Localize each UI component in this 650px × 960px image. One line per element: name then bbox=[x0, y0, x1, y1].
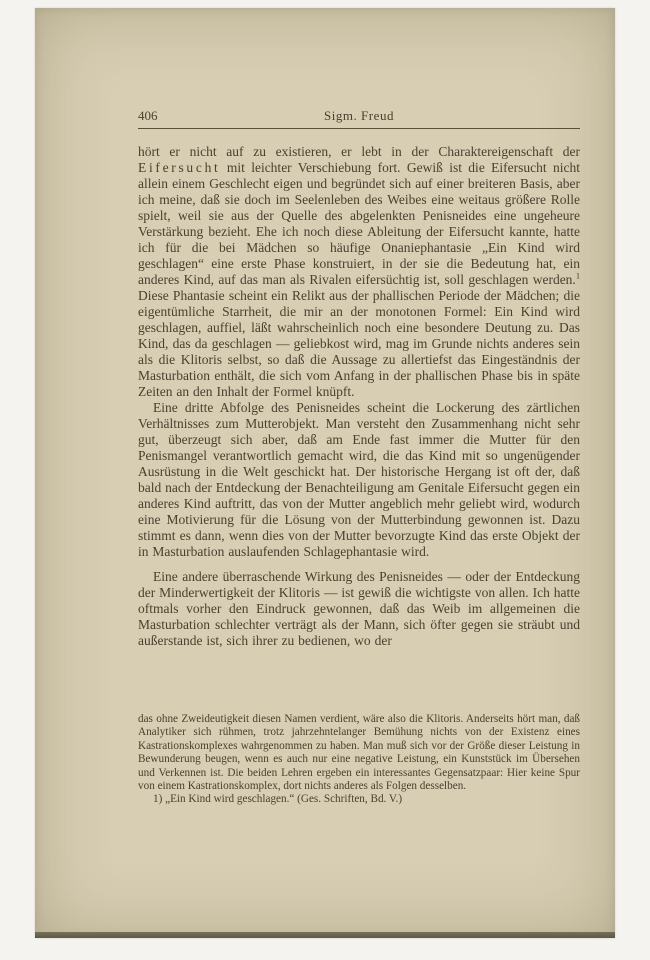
footnote-marker: 1) bbox=[153, 793, 166, 806]
page-header bbox=[138, 108, 580, 123]
text-segment: Eine andere überraschende Wirkung des Penisneides — oder der Entdeckung der Minderwertigkeit der Klitoris — ist gewiß die wichtigste von allen. Ich hatte oftmals vorher den Eindruck gewonnen, daß das Weib im allgemeinen die Masturbation schlechter verträgt als der Mann, sich öfter gegen sie sträubt und außerstande ist, sich ihrer zu bedienen, wo der bbox=[138, 569, 580, 648]
text-segment: mit leichter Verschiebung fort. Gewiß ist die Eifersucht nicht allein einem Geschlecht eigen und begründet sich auf einer breiteren Basis, aber ich meine, daß sie doch im Seelenleben des Weibes eine weitaus größere Rolle spielt, weil sie aus der Quelle des abgelenkten Penisneides eine ungeheure Verstärkung bezieht. Ehe ich noch diese Ableitung der Eifersucht kannte, hatte ich für die bei Mädchen so häufige Onaniephantasie „Ein Kind wird geschlagen“ eine erste Phase konstruiert, in der sie die Bedeutung hat, ein anderes Kind, auf das man als Rivalen eifersüchtig ist, soll geschlagen werden. bbox=[138, 160, 580, 287]
page-bottom-edge bbox=[35, 932, 615, 938]
footnote-continuation: das ohne Zweideutigkeit diesen Namen verdient, wäre also die Klitoris. Anderseits hört man, daß Analytiker sich rühmen, trotz jahrzehntelanger Bemühung nichts von der Existenz eines Kastrationskomplexes wahrgenommen zu haben. Man muß sich vor der Größe dieser Leistung in Bewunderung beugen, wenn es auch nur eine negative Leistung, ein Kunststück im Übersehen und Verkennen ist. Die beiden Lehren ergeben ein interessantes Gegensatzpaar: Hier keine Spur von einem Kastrationskomplex, dort nichts anderes als Folgen desselben. bbox=[138, 713, 580, 793]
footnote-reference: 1 bbox=[575, 271, 580, 281]
page-number: 406 bbox=[138, 108, 158, 123]
paragraph bbox=[138, 144, 580, 400]
footnote-item bbox=[138, 793, 580, 806]
paragraph bbox=[138, 400, 580, 560]
text-segment: Eine dritte Abfolge des Penisneides scheint die Lockerung des zärtlichen Verhältnisses zum Mutterobjekt. Man versteht den Zusammenhang nicht sehr gut, überzeugt sich aber, daß am Ende fast immer die Mutter für den Penismangel verantwortlich gemacht wird, die das Kind mit so ungenügender Ausrüstung in die Welt geschickt hat. Der historische Hergang ist oft der, daß bald nach der Entdeckung der Benachteiligung am Genitale Eifersucht gegen ein anderes Kind auftritt, das von der Mutter angeblich mehr geliebt wird, wodurch eine Motivierung für die Lösung von der Mutterbindung gewonnen ist. Dazu stimmt es dann, wenn dies von der Mutter bevorzugte Kind das erste Objekt der in Masturbation auslaufenden Schlagephantasie wird. bbox=[138, 400, 580, 559]
body-text bbox=[138, 144, 580, 649]
header-rule bbox=[138, 128, 580, 129]
text-segment: Diese Phantasie scheint ein Relikt aus der phallischen Periode der Mädchen; die eigentümliche Starrheit, die mir an der monotonen Formel: Ein Kind wird geschlagen, auffiel, läßt wahrscheinlich noch eine besondere Deutung zu. Das Kind, das da geschlagen — geliebkost wird, mag im Grunde nichts anderes sein als die Klitoris selbst, so daß die Aussage zu allertiefst das Eingeständnis der Masturbation enthält, die sich vom Anfang in der phallischen Phase bis in späte Zeiten an den Inhalt der Formel knüpft. bbox=[138, 288, 580, 399]
running-head: Sigm. Freud bbox=[323, 108, 394, 123]
paragraph bbox=[138, 569, 580, 649]
emphasized-text-segment: Eifersucht bbox=[138, 160, 221, 175]
footnote-text: „Ein Kind wird geschlagen.“ (Ges. Schriften, Bd. V.) bbox=[165, 793, 403, 806]
book-page bbox=[35, 8, 615, 938]
footnotes bbox=[138, 713, 580, 807]
text-segment: hört er nicht auf zu existieren, er lebt in der Charaktereigenschaft der bbox=[138, 144, 580, 159]
page-content bbox=[35, 8, 615, 649]
